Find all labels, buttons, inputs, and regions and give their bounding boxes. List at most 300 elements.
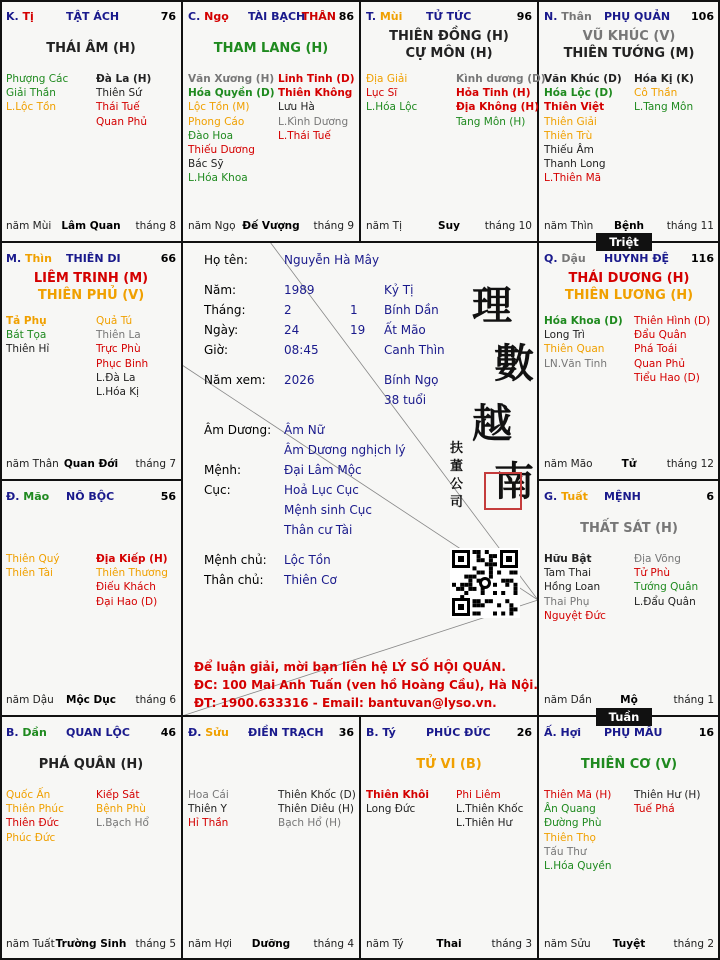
palace-header [544,490,714,506]
minor-star: Lộc Tồn (M) [188,101,250,114]
palace-stage: Tuyệt [612,938,646,950]
branch-prefix: Đ. [188,726,202,739]
palace-year: năm Mão [544,458,593,470]
red-seal [484,472,522,510]
minor-star: Quốc Ấn [6,789,51,801]
menhchu-label: Mệnh chủ: [204,553,267,567]
amduong2: Âm Dương nghịch lý [284,443,406,457]
minor-star: Hoa Cái [188,789,229,801]
year-can: Kỷ Tị [384,283,414,297]
minor-col-right [96,552,168,609]
major-star: THẤT SÁT (H) [580,521,678,536]
palace-ty [0,0,182,242]
minor-star: Hỉ Thần [188,817,229,830]
month-lunar: 1 [350,303,358,317]
minor-star: Tả Phụ [6,315,47,327]
palace-month: tháng 4 [313,938,354,950]
branch-element: Thìn [24,252,52,265]
minor-star: L.Kình Dương [278,115,349,128]
branch-prefix: B. [6,726,19,739]
hour-label: Giờ: [204,343,229,357]
palace-stage: Tử [621,458,637,470]
palace-dan [0,716,182,960]
palace-name: QUAN LỘC [66,726,130,739]
minor-star: Thiên Việt [544,101,605,114]
palace-header [188,10,354,26]
minor-star: L.Thiên Hư [456,817,513,830]
minor-star: L.Hóa Quyền [544,860,612,873]
branch-element: Hợi [560,726,582,739]
contact1-text: Để luận giải, mời bạn liên hệ LÝ SỐ HỘI QUÁN. [194,660,506,674]
palace-mui [360,0,546,242]
palace-name: PHÚC ĐỨC [426,726,491,739]
palace-year: năm Sửu [544,938,591,950]
menhchu: Lộc Tồn [284,553,331,567]
palace-number: 36 [338,726,354,739]
minor-star: Đào Hoa [188,129,234,142]
minor-star: Thiên Khôi [366,789,429,801]
minor-star: Thiếu Âm [544,144,594,157]
minor-star: Thiên Hỉ [6,343,50,356]
palace-tuat [538,480,720,716]
minor-star: Văn Khúc (D) [544,73,622,85]
branch-prefix: C. [188,10,201,23]
palace-footer [188,220,354,234]
palace-year: năm Dậu [6,694,54,706]
minor-star: Bạch Hổ (H) [278,817,342,830]
minor-star: Bát Tọa [6,329,47,342]
major-stars [0,270,182,304]
branch-prefix: N. [544,10,558,23]
palace-stage: Quan Đới [63,458,119,470]
palace-branch [366,10,402,23]
amduong: Âm Nữ [284,423,325,437]
palace-hoi [538,716,720,960]
name: Nguyễn Hà Mây [284,253,380,267]
major-stars [360,28,538,62]
palace-name: TÀI BẠCH [248,10,306,23]
year-label: Năm: [204,283,237,297]
cuc-label: Cục: [204,483,231,497]
palace-number: 106 [691,10,714,23]
minor-col-left [366,72,417,115]
palace-name: TẬT ÁCH [66,10,120,23]
palace-month: tháng 11 [666,220,714,232]
minor-star: L.Đà La [96,371,136,384]
palace-footer [544,458,714,472]
minor-star: Thiên Phúc [6,803,64,816]
minor-col-left [6,314,49,357]
minor-col-right [634,314,710,385]
minor-star: Kiếp Sát [96,789,140,801]
minor-star: Địa Không (H) [456,101,539,114]
menh: Đại Lâm Mộc [284,463,362,477]
major-star: PHÁ QUÂN (H) [38,757,144,772]
palace-year: năm Thìn [544,220,594,232]
minor-star: Hữu Bật [544,553,592,565]
minor-star: Long Trì [544,329,585,342]
minor-star: L.Lộc Tồn [6,101,57,114]
branch-element: Dậu [561,252,586,265]
palace-ngo [182,0,360,242]
minor-star: Tấu Thư [544,845,587,858]
palace-branch [544,726,581,739]
major-star: CỰ MÔN (H) [405,46,493,61]
minor-col-right [96,72,151,129]
palace-year: năm Ngọ [188,220,236,232]
palace-name: HUYNH ĐỆ [604,252,670,265]
palace-number: 26 [516,726,532,739]
palace-footer [6,938,176,952]
palace-stage: Suy [438,220,460,232]
minor-star: Thái Tuế [96,101,140,114]
minor-star: Đẩu Quân [634,329,687,342]
palace-number: 46 [160,726,176,739]
palace-year: năm Tuất [6,938,55,950]
amduong-label: Âm Dương: [204,423,272,437]
minor-star: Giải Thần [6,87,56,100]
minor-star: Hóa Kị (K) [634,73,694,85]
palace-year: năm Dần [544,694,592,706]
minor-star: Hỏa Tinh (H) [456,87,531,100]
major-star: THIÊN TƯỚNG (M) [563,46,695,61]
minor-col-left [188,788,229,831]
branch-prefix: B. [366,726,379,739]
major-stars [0,40,182,57]
minor-star: Thiếu Dương [188,144,255,157]
palace-header [188,726,354,742]
palace-thin [0,242,182,480]
minor-star: Lưu Hà [278,101,315,114]
palace-stage: Trường Sinh [55,938,127,950]
minor-star: Ân Quang [544,803,596,816]
major-star: THIÊN CƠ (V) [580,757,678,772]
palace-month: tháng 9 [313,220,354,232]
calligraphy-char: 數 [494,340,534,387]
minor-star: Thiên Sứ [96,87,142,100]
major-stars [0,756,182,773]
minor-col-right [456,72,546,129]
branch-element: Tị [22,10,34,23]
branch-element: Ngọ [204,10,229,23]
palace-header [366,10,532,26]
branch-element: Mão [23,490,50,503]
minor-star: L.Hóa Khoa [188,172,248,185]
branch-prefix: K. [6,10,19,23]
palace-stage: Mộ [620,694,638,706]
calligraphy-small: 扶董公司 [450,441,464,510]
palace-month: tháng 12 [666,458,714,470]
calligraphy-char: 理 [472,282,512,329]
branch-element: Sửu [205,726,229,739]
palace-footer [6,694,176,708]
minor-col-right [278,72,355,143]
minor-star: Thiên Không [278,87,353,100]
minor-star: Thiên Thọ [544,831,596,844]
palace-year: năm Tý [366,938,404,950]
palace-month: tháng 7 [135,458,176,470]
minor-star: Phá Toái [634,343,678,356]
minor-star: Thiên Y [188,803,227,816]
month-can: Bính Dần [384,303,439,317]
major-star: THIÊN ĐỒNG (H) [389,29,509,44]
minor-star: Đà La (H) [96,73,152,85]
minor-star: Tiểu Hao (D) [634,371,700,384]
branch-prefix: M. [6,252,22,265]
branch-prefix: Q. [544,252,558,265]
minor-star: Thiên Khốc (D) [278,789,356,801]
branch-element: Dần [22,726,47,739]
minor-col-left [6,552,60,580]
palace-branch [188,10,229,23]
minor-star: Phong Cáo [188,115,245,128]
minor-star: L.Tang Môn [634,101,694,114]
minor-star: Quan Phủ [96,115,147,128]
minor-col-left [544,552,606,623]
palace-month: tháng 3 [491,938,532,950]
branch-prefix: G. [544,490,558,503]
minor-col-right [456,788,523,831]
minor-star: Tướng Quân [634,581,699,594]
palace-stage: Bệnh [613,220,645,232]
minor-star: Phi Liêm [456,789,501,801]
major-star: THÁI DƯƠNG (H) [568,271,690,286]
palace-number: 56 [160,490,176,503]
palace-header [6,10,176,26]
minor-star: Thiên La [96,329,141,342]
branch-element: Thân [561,10,592,23]
minor-star: Cô Thần [634,87,678,100]
cuc3: Thân cư Tài [284,523,353,537]
palace-month: tháng 2 [673,938,714,950]
palace-footer [544,938,714,952]
palace-dau [538,242,720,480]
minor-star: Thai Phụ [544,595,590,608]
major-stars [538,520,720,537]
palace-mao [0,480,182,716]
major-stars [360,756,538,773]
palace-month: tháng 1 [673,694,714,706]
branch-prefix: T. [366,10,377,23]
minor-star: Thiên Diêu (H) [278,803,354,816]
palace-name: ĐIỀN TRẠCH [248,726,324,739]
minor-col-right [96,314,148,399]
palace-branch [6,10,34,23]
minor-star: Tam Thai [544,567,592,580]
center-info [182,242,538,716]
palace-name: THIÊN DI [66,252,121,265]
minor-star: Phúc Đức [6,831,56,844]
tuan-tag: Tuần [596,708,652,726]
palace-ty2 [360,716,538,960]
palace-header [6,726,176,742]
calligraphy-char: 越 [472,400,512,447]
minor-star: Linh Tinh (D) [278,73,355,85]
cuc2: Mệnh sinh Cục [284,503,372,517]
day: 24 [284,323,300,337]
major-stars [538,270,720,304]
branch-prefix: Ấ. [544,726,557,739]
branch-prefix: Đ. [6,490,20,503]
than-marker: THÂN [301,10,336,23]
palace-year: năm Hợi [188,938,232,950]
minor-col-right [634,788,700,816]
hour: 08:45 [284,343,319,357]
palace-header [6,490,176,506]
minor-star: Tuế Phá [634,803,675,816]
major-star: LIÊM TRINH (M) [33,271,149,286]
minor-star: Quan Phủ [634,357,685,370]
minor-col-right [278,788,356,831]
view-label: Năm xem: [204,373,266,387]
branch-element: Tý [382,726,396,739]
minor-col-right [634,72,694,115]
minor-star: Phượng Các [6,73,69,85]
palace-month: tháng 8 [135,220,176,232]
palace-footer [544,694,714,708]
minor-star: Bác Sỹ [188,158,224,171]
palace-number: 66 [160,252,176,265]
year: 1989 [284,283,315,297]
palace-header [544,10,714,26]
minor-star: Thiên Quan [544,343,605,356]
palace-year: năm Mùi [6,220,52,232]
minor-star: Thiên Quý [6,553,60,565]
palace-name: PHỤ QUẢN [604,10,671,23]
minor-star: Thiên Tài [6,567,53,580]
palace-header [6,252,176,268]
palace-year: năm Tị [366,220,402,232]
palace-header [544,726,714,742]
palace-footer [6,458,176,472]
cuc: Hoả Lục Cục [284,483,359,497]
minor-star: Thiên Đức [6,817,60,830]
age: 38 tuổi [384,393,427,407]
minor-star: Kình dương (D) [456,73,546,85]
palace-footer [366,220,532,234]
palace-footer [366,938,532,952]
contact3-text: ĐT: 1900.633316 - Email: bantuvan@lyso.vn. [194,696,497,710]
minor-star: Thiên Giải [544,115,597,128]
major-star: VŨ KHÚC (V) [582,29,676,44]
palace-number: 116 [691,252,714,265]
palace-footer [544,220,714,234]
qr-code-icon [450,548,520,618]
minor-star: L.Thiên Mã [544,172,602,185]
palace-footer [188,938,354,952]
major-star: THIÊN PHỦ (V) [37,288,145,303]
name-label: Họ tên: [204,253,248,267]
minor-star: L.Hóa Kị [96,386,140,399]
palace-number: 86 [338,10,354,23]
day-label: Ngày: [204,323,239,337]
major-stars [538,28,720,62]
palace-header [544,252,714,268]
minor-star: Nguyệt Đức [544,609,606,622]
minor-col-left [6,788,64,845]
palace-branch [366,726,396,739]
view-year: 2026 [284,373,315,387]
minor-star: Hóa Quyền (D) [188,87,275,100]
palace-number: 76 [160,10,176,23]
minor-col-left [544,72,622,186]
minor-star: L.Đẩu Quân [634,595,696,608]
minor-star: Thiên Trù [544,129,593,142]
minor-col-left [188,72,275,186]
minor-col-left [544,314,623,371]
minor-col-left [544,788,612,873]
major-star: THIÊN LƯƠNG (H) [564,288,694,303]
palace-stage: Đế Vượng [242,220,300,232]
palace-branch [544,10,592,23]
palace-branch [6,490,49,503]
minor-star: Long Đức [366,803,416,816]
minor-star: Bệnh Phù [96,803,146,816]
contact2-text: ĐC: 100 Mai Anh Tuấn (ven hồ Hoàng Cầu), Hà Nội. [194,678,538,692]
menh-label: Mệnh: [204,463,241,477]
major-stars [182,40,360,57]
palace-footer [6,220,176,234]
minor-star: Địa Kiếp (H) [96,553,168,565]
minor-star: Địa Giải [366,73,408,85]
minor-star: L.Thái Tuế [278,129,331,142]
palace-branch [6,252,52,265]
palace-name: NÔ BỘC [66,490,115,503]
minor-star: Thiên Hình (D) [634,315,711,327]
minor-star: Địa Võng [634,553,681,565]
minor-star: Phục Binh [96,357,149,370]
palace-stage: Lâm Quan [61,220,121,232]
minor-star: Lục Sĩ [366,87,398,100]
calligraphy-char: 南 [494,458,534,505]
minor-star: L.Thiên Khốc [456,803,524,816]
minor-star: Đại Hao (D) [96,595,158,608]
palace-month: tháng 6 [135,694,176,706]
palace-stage: Mộc Dục [66,694,116,706]
minor-star: Hồng Loan [544,581,601,594]
palace-branch [544,490,588,503]
palace-month: tháng 5 [135,938,176,950]
minor-star: L.Hóa Lộc [366,101,418,114]
view-can: Bính Ngọ [384,373,439,387]
minor-col-right [96,788,149,831]
minor-star: LN.Văn Tinh [544,357,607,370]
minor-star: Thanh Long [544,158,606,171]
palace-number: 96 [516,10,532,23]
palace-number: 6 [706,490,714,503]
minor-col-left [366,788,429,816]
branch-element: Tuất [561,490,588,503]
minor-star: Thiên Mã (H) [544,789,612,801]
minor-star: L.Bạch Hổ [96,817,149,830]
palace-number: 16 [698,726,714,739]
palace-than [538,0,720,242]
thanchu-label: Thân chủ: [204,573,264,587]
palace-suu [182,716,360,960]
month-label: Tháng: [204,303,246,317]
palace-header [366,726,532,742]
palace-name: MỆNH [604,490,641,503]
major-stars [538,756,720,773]
palace-month: tháng 10 [484,220,532,232]
palace-branch [544,252,586,265]
minor-star: Tử Phù [634,567,671,580]
palace-name: TỬ TỨC [426,10,472,23]
palace-branch [6,726,47,739]
major-star: THÁI ÂM (H) [46,41,136,56]
thanchu: Thiên Cơ [284,573,337,587]
palace-name: PHỤ MẪU [604,726,663,739]
